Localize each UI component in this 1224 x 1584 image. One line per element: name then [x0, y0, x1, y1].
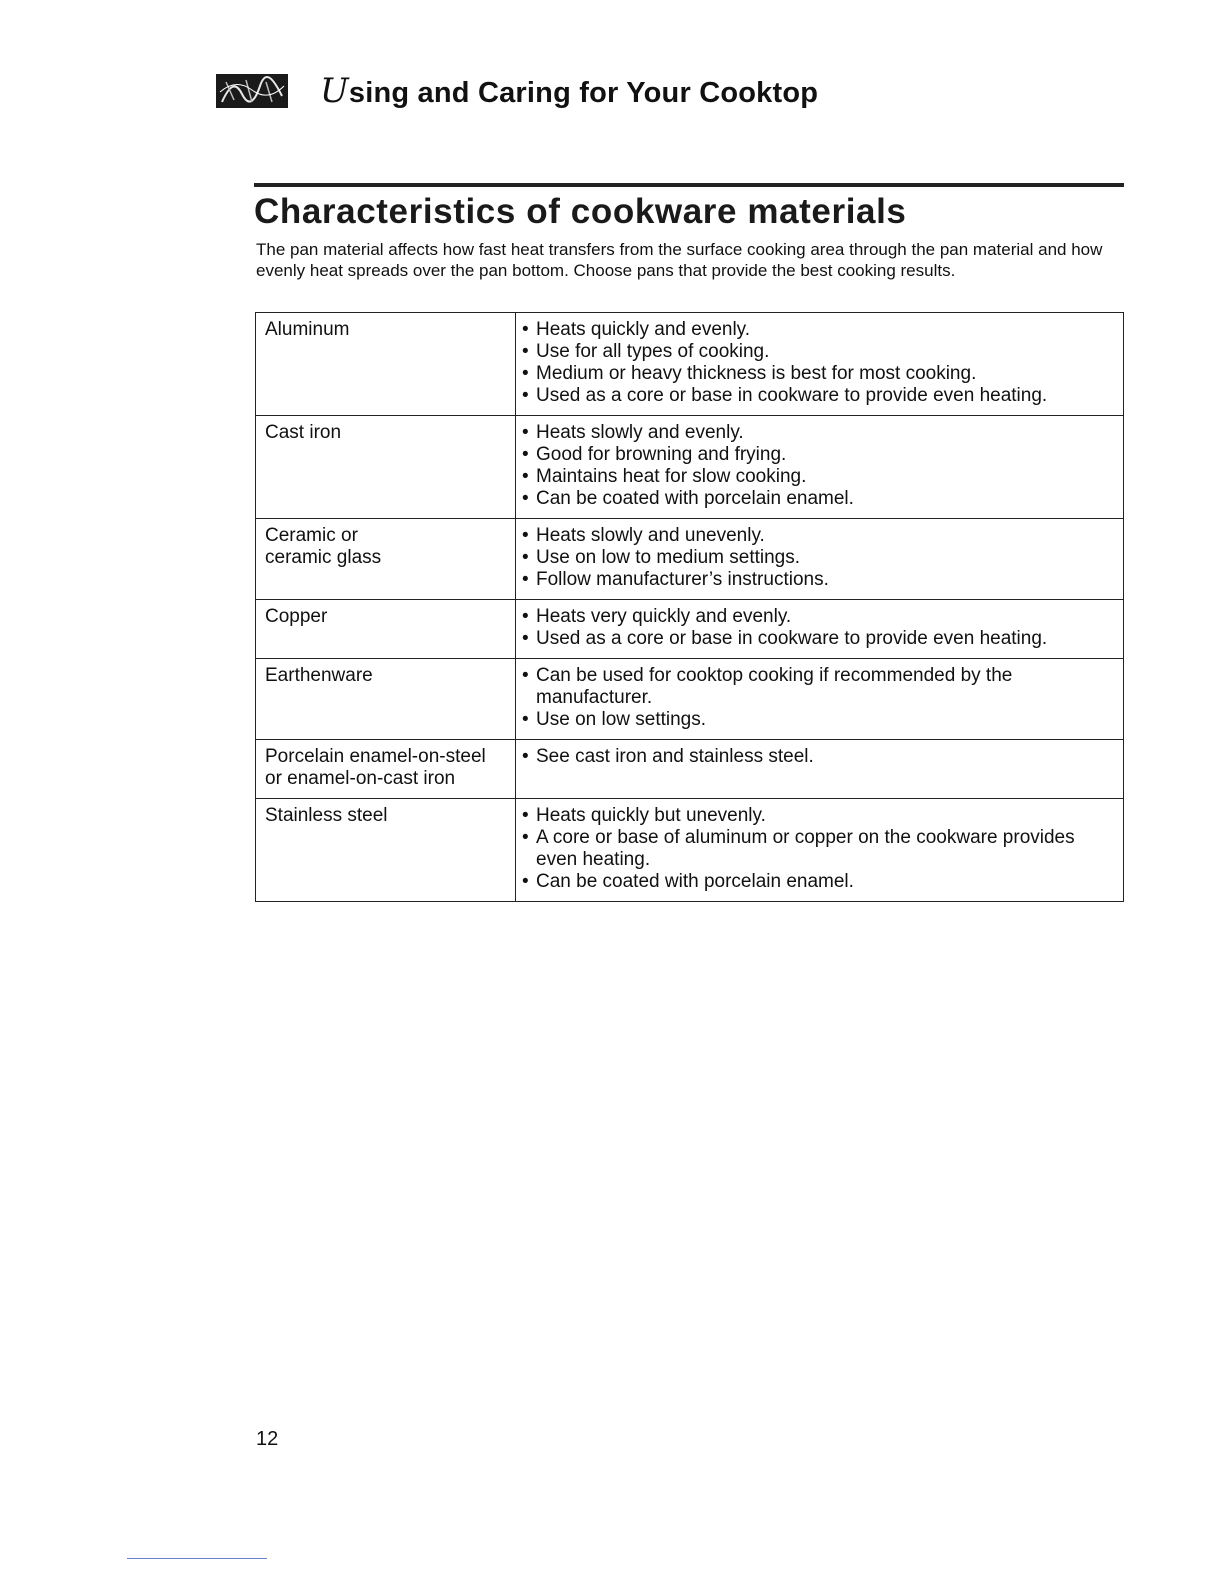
material-name: Ceramic or ceramic glass [256, 519, 516, 600]
table-row [256, 799, 1124, 902]
material-characteristics [516, 519, 1124, 600]
list-item: • Good for browning and frying. [522, 444, 1115, 466]
list-item: • A core or base of aluminum or copper on the cookware provides even heating. [522, 827, 1115, 871]
material-characteristics [516, 740, 1124, 799]
list-item: • Used as a core or base in cookware to provide even heating. [522, 628, 1115, 650]
characteristics-list [522, 665, 1115, 731]
material-name: Stainless steel [256, 799, 516, 902]
section-title: Characteristics of cookware materials [254, 192, 907, 231]
list-item: • Can be coated with porcelain enamel. [522, 871, 1115, 893]
list-item: • Heats slowly and evenly. [522, 422, 1115, 444]
material-characteristics [516, 799, 1124, 902]
page-number: 12 [256, 1428, 279, 1450]
list-item: • See cast iron and stainless steel. [522, 746, 1115, 768]
material-characteristics [516, 416, 1124, 519]
cookware-materials-table [255, 312, 1124, 902]
list-item: • Medium or heavy thickness is best for most cooking. [522, 363, 1115, 385]
characteristics-list [522, 746, 1115, 768]
table-row [256, 740, 1124, 799]
list-item: • Heats quickly and evenly. [522, 319, 1115, 341]
list-item: • Can be coated with porcelain enamel. [522, 488, 1115, 510]
table-row [256, 519, 1124, 600]
table-row [256, 659, 1124, 740]
table-row [256, 416, 1124, 519]
characteristics-list [522, 606, 1115, 650]
page-title [320, 71, 818, 111]
material-characteristics [516, 600, 1124, 659]
material-characteristics [516, 313, 1124, 416]
list-item: • Use on low to medium settings. [522, 547, 1115, 569]
list-item: • Maintains heat for slow cooking. [522, 466, 1115, 488]
material-name: Cast iron [256, 416, 516, 519]
list-item: • Heats quickly but unevenly. [522, 805, 1115, 827]
characteristics-list [522, 805, 1115, 893]
list-item: • Heats slowly and unevenly. [522, 525, 1115, 547]
scan-edge-mark [127, 1558, 267, 1559]
list-item: • Used as a core or base in cookware to provide even heating. [522, 385, 1115, 407]
title-text: sing and Caring for Your Cooktop [348, 77, 819, 109]
characteristics-list [522, 422, 1115, 510]
page-header [216, 66, 818, 116]
list-item: • Use for all types of cooking. [522, 341, 1115, 363]
characteristics-list [522, 525, 1115, 591]
material-name: Earthenware [256, 659, 516, 740]
material-characteristics [516, 659, 1124, 740]
list-item: • Follow manufacturer’s instructions. [522, 569, 1115, 591]
material-name: Aluminum [256, 313, 516, 416]
material-name: Copper [256, 600, 516, 659]
list-item: • Heats very quickly and evenly. [522, 606, 1115, 628]
material-name: Porcelain enamel-on-steel or enamel-on-cast iron [256, 740, 516, 799]
section-divider [254, 183, 1124, 187]
list-item: • Can be used for cooktop cooking if recommended by the manufacturer. [522, 665, 1115, 709]
list-item: • Use on low settings. [522, 709, 1115, 731]
characteristics-list [522, 319, 1115, 407]
table-row [256, 600, 1124, 659]
title-initial: U [320, 71, 349, 111]
intro-paragraph: The pan material affects how fast heat transfers from the surface cooking area through the pan material and how evenly heat spreads over the pan bottom. Choose pans that provide the best cooking results. [256, 240, 1103, 280]
logo-icon [216, 74, 288, 108]
table-row [256, 313, 1124, 416]
